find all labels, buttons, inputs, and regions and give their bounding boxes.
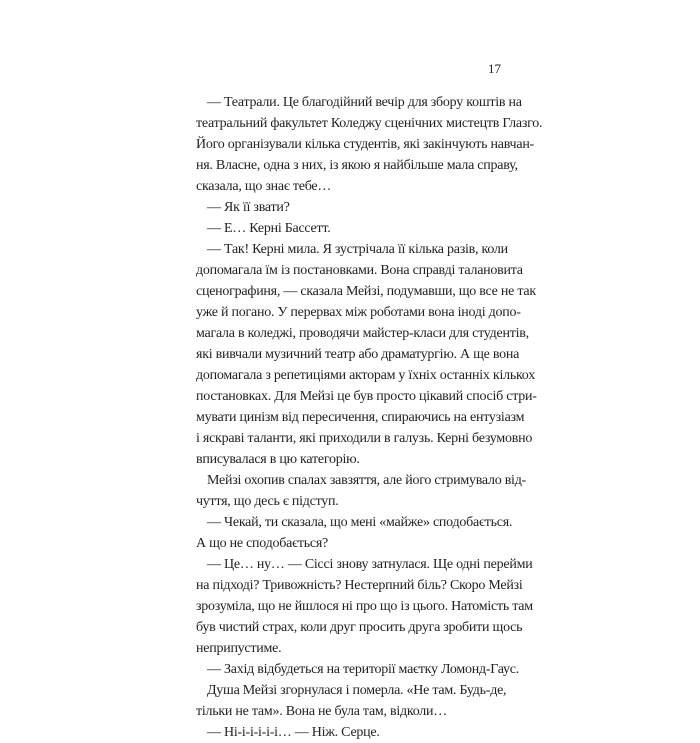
text-line: театральний факультет Коледжу сценічних мистецтв Глазго. <box>196 116 543 131</box>
text-line: — Чекай, ти сказала, що мені «майже» сподобається. <box>207 515 513 530</box>
text-line: Душа Мейзі згорнулася і померла. «Не там. Будь-де, <box>207 683 507 698</box>
body-text <box>196 92 543 743</box>
text-line: ня. Власне, одна з них, із якою я найбільше мала справу, <box>196 158 518 173</box>
text-line: магала в коледжі, проводячи майстер-класи для студентів, <box>196 326 529 341</box>
text-line: — Захід відбудеться на території маєтку Ломонд-Гаус. <box>207 662 519 677</box>
text-line: Його організували кілька студентів, які закінчують навчан- <box>196 137 534 152</box>
text-line: Мейзі охопив спалах завзяття, але його стримувало від- <box>207 473 526 488</box>
text-line: на підході? Тривожність? Нестерпний біль? Скоро Мейзі <box>196 578 523 593</box>
text-line: зрозуміла, що не йшлося ні про що із цього. Натомість там <box>196 599 533 614</box>
text-line: — Ні-і-і-і-і-і… — Ніж. Серце. <box>207 725 380 740</box>
text-line: уже й погано. У перервах між роботами вона іноді допо- <box>196 305 521 320</box>
text-line: — Так! Керні мила. Я зустрічала її кілька разів, коли <box>207 242 508 257</box>
text-line: і яскраві таланти, які приходили в галузь. Керні безумовно <box>196 431 533 446</box>
page-number: 17 <box>488 61 501 76</box>
text-line: допомагала з репетиціями акторам у їхніх останніх кількох <box>196 368 535 383</box>
text-line: мувати цинізм від пересичення, спираючись на ентузіазм <box>196 410 525 425</box>
text-line: сказала, що знає тебе… <box>196 179 332 194</box>
text-line: неприпустиме. <box>196 641 282 656</box>
text-line: допомагала їм із постановками. Вона справді талановита <box>196 263 523 278</box>
text-line: вписувалася в цю категорію. <box>196 452 360 467</box>
text-line: — Театрали. Це благодійний вечір для збору коштів на <box>207 95 522 110</box>
text-line: чуття, що десь є підступ. <box>196 494 339 509</box>
text-line: які вивчали музичний театр або драматургію. А ще вона <box>196 347 520 362</box>
text-line: — Е… Керні Бассетт. <box>207 221 331 236</box>
text-line: тільки не там». Вона не була там, відколи… <box>196 704 448 719</box>
text-line: постановках. Для Мейзі це був просто цікавий спосіб стри- <box>196 389 537 404</box>
text-line: був чистий страх, коли друг просить друга зробити щось <box>196 620 523 635</box>
text-line: сценографиня, — сказала Мейзі, подумавши, що все не так <box>196 284 536 299</box>
text-line: А що не сподобається? <box>196 536 328 551</box>
text-line: — Як її звати? <box>207 200 290 215</box>
text-line: — Це… ну… — Сіссі знову затнулася. Ще одні перейми <box>207 557 533 572</box>
